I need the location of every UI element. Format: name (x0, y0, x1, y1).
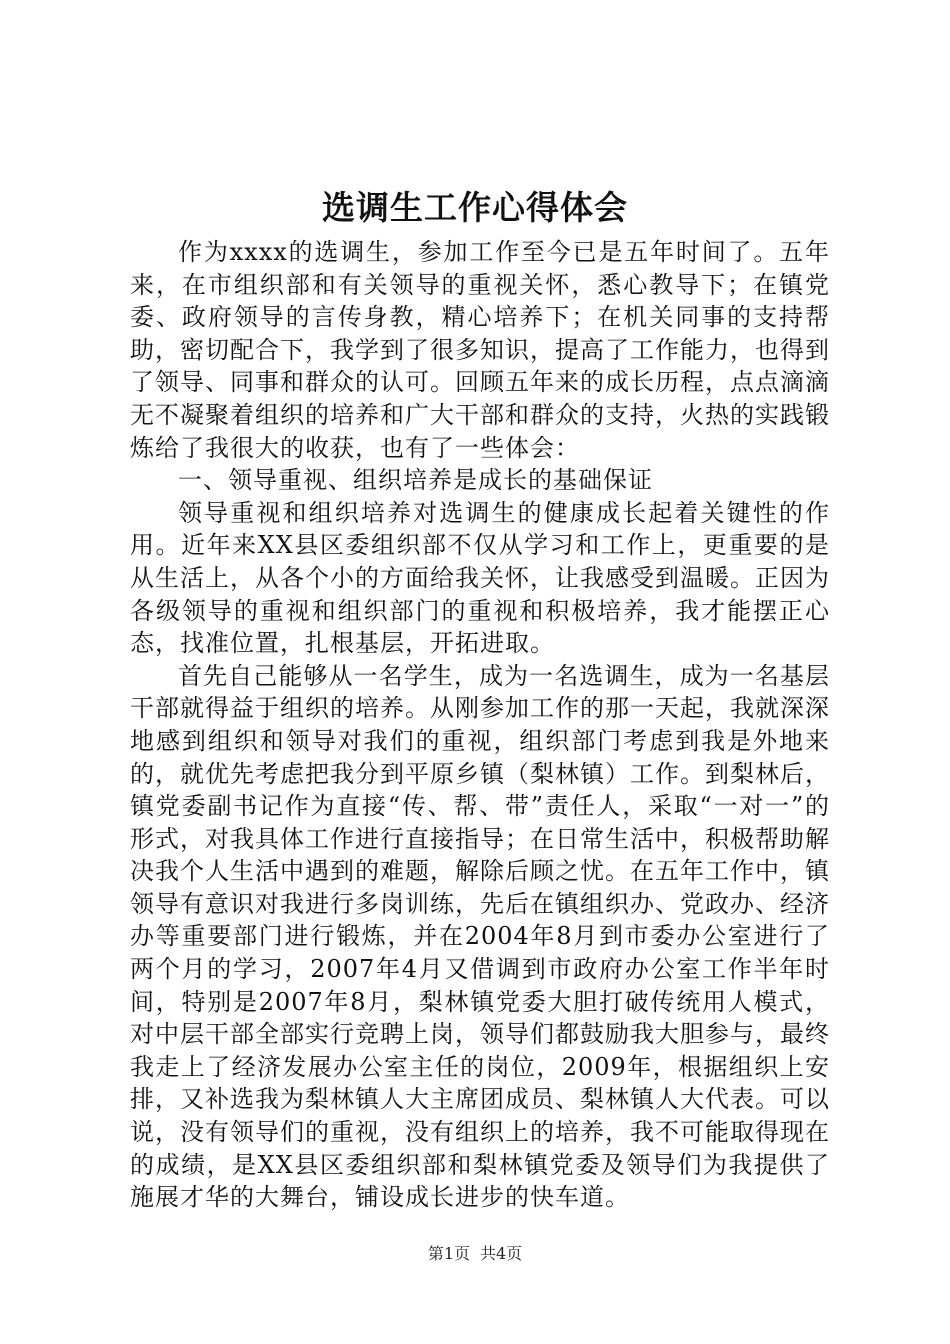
section-heading: 一、领导重视、组织培养是成长的基础保证 (178, 466, 653, 495)
paragraph-intro: 作为xxxx的选调生，参加工作至今已是五年时间了。五年来，在市组织部和有关领导的重视关怀，悉心教导下；在镇党委、政府领导的言传身教，精心培养下；在机关同事的支持帮助，密切配合下，我学到了很多知识，提高了工作能力，也得到了领导、同事和群众的认可。回顾五年来的成长历程，点点滴滴无不凝聚着组织的培养和广大干部和群众的支持，火热的实践锻炼给了我很大的收获，也有了一些体会： (130, 238, 830, 462)
page-number: 第1页 (427, 1244, 470, 1263)
paragraph-leadership: 领导重视和组织培养对选调生的健康成长起着关键性的作用。近年来XX县区委组织部不仅从学习和工作上，更重要的是从生活上，从各个小的方面给我关怀，让我感受到温暖。正因为各级领导的重视和组织部门的重视和积极培养，我才能摆正心态，找准位置，扎根基层，开拓进取。 (130, 498, 830, 658)
paragraph-experience: 首先自己能够从一名学生，成为一名选调生，成为一名基层干部就得益于组织的培养。从刚参加工作的那一天起，我就深深地感到组织和领导对我们的重视，组织部门考虑到我是外地来的，就优先考虑把我分到平原乡镇（梨林镇）工作。到梨林后，镇党委副书记作为直接“传、帮、带”责任人，采取“一对一”的形式，对我具体工作进行直接指导；在日常生活中，积极帮助解决我个人生活中遇到的难题，解除后顾之忧。在五年工作中，镇领导有意识对我进行多岗训练，先后在镇组织办、党政办、经济办等重要部门进行锻炼，并在2004年8月到市委办公室进行了两个月的学习，2007年4月又借调到市政府办公室工作半年时间，特别是2007年8月，梨林镇党委大胆打破传统用人模式，对中层干部全部实行竞聘上岗，领导们都鼓励我大胆参与，最终我走上了经济发展办公室主任的岗位，2009年，根据组织上安排，又补选我为梨林镇人大主席团成员、梨林镇人大代表。可以说，没有领导们的重视，没有组织上的培养，我不可能取得现在的成绩，是XX县区委组织部和梨林镇党委及领导们为我提供了施展才华的大舞台，铺设成长进步的快车道。 (130, 661, 830, 1212)
page-total: 共4页 (480, 1244, 523, 1263)
document-body (130, 236, 830, 1214)
page-footer (0, 1244, 950, 1264)
document-title: 选调生工作心得体会 (322, 188, 628, 227)
